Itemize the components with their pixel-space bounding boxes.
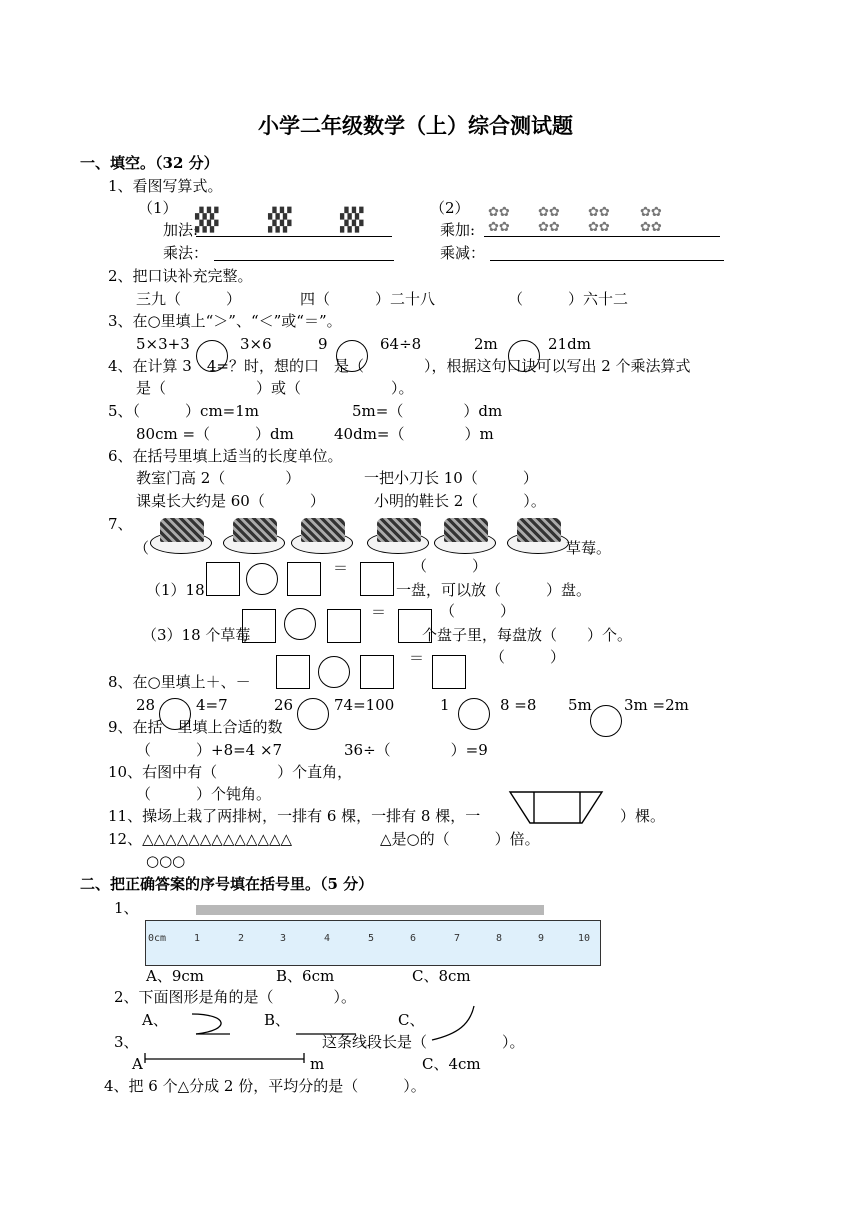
s2q2-a: A、 bbox=[142, 1011, 168, 1029]
q7-s3b: 个盘子里，每盘放（ ）个。 bbox=[422, 626, 633, 644]
ruler-tick-label: 5 bbox=[368, 933, 375, 944]
s2q2-text: 2、下面图形是角的是（ ）。 bbox=[114, 988, 357, 1006]
s2q2-c: C、 bbox=[398, 1011, 425, 1029]
q10-b: （ ）个钝角。 bbox=[136, 785, 272, 803]
page-title: 小学二年级数学（上）综合测试题 bbox=[258, 113, 573, 138]
q8-b2: 74=100 bbox=[334, 696, 395, 714]
q2-a: 三九（ ） bbox=[136, 290, 242, 308]
answer-box[interactable] bbox=[432, 655, 466, 689]
q9-text: 9、在括 里填上合适的数 bbox=[108, 718, 283, 736]
q8-a: 28 bbox=[136, 696, 156, 714]
s2q3-b: m bbox=[310, 1055, 325, 1073]
q2-b: 四（ ）二十八 bbox=[300, 290, 436, 308]
q5-a: 5、（ ）cm=1m bbox=[108, 402, 260, 420]
q6-c: 课桌长大约是 60（ ） bbox=[136, 492, 325, 510]
q3-d: 64÷8 bbox=[380, 335, 422, 353]
flower-group-icon: ✿✿ ✿✿ bbox=[488, 205, 510, 235]
q11-text: 11、操场上栽了两排树，一排有 6 棵，一排有 8 棵，一 bbox=[108, 807, 481, 825]
q7-s3: （3）18 个草莓 bbox=[142, 626, 251, 644]
answer-box[interactable] bbox=[360, 562, 394, 596]
flower-group-icon: ✿✿ ✿✿ bbox=[538, 205, 560, 235]
q4-line1: 4、在计算 3 4=？时，想的口 是（ ），根据这句口诀可以写出 2 个乘法算式 bbox=[108, 357, 691, 375]
flower-group-icon: ✿✿ ✿✿ bbox=[588, 205, 610, 235]
ruler bbox=[145, 920, 601, 966]
s2q3-text: 这条线段长是（ ）。 bbox=[322, 1033, 525, 1051]
q10-a: 10、右图中有（ ）个直角， bbox=[108, 763, 353, 781]
s2q1-num: 1、 bbox=[114, 899, 139, 917]
measured-bar bbox=[196, 905, 544, 915]
operator-circle[interactable] bbox=[246, 563, 278, 595]
q6-a: 教室门高 2（ ） bbox=[136, 469, 301, 487]
q5-d: 40dm=（ ）m bbox=[334, 425, 494, 443]
q1-part2: （2） bbox=[430, 199, 470, 217]
q9-b: 36÷（ ）=9 bbox=[344, 741, 488, 759]
ruler-start-label: 0cm bbox=[148, 933, 167, 944]
ruler-tick-label: 7 bbox=[454, 933, 461, 944]
s2q1-a: A、9cm bbox=[146, 967, 205, 985]
q9-a: （ ）+8=4 ×7 bbox=[136, 741, 283, 759]
q8-d: 5m bbox=[568, 696, 592, 714]
answer-line[interactable] bbox=[484, 236, 720, 237]
equals-sign: ＝ bbox=[333, 559, 349, 577]
unit-paren: （ ） bbox=[440, 602, 516, 620]
q7-end: 草莓。 bbox=[566, 539, 612, 557]
section2-heading: 二、把正确答案的序号填在括号里。（5 分） bbox=[80, 875, 374, 893]
q1-muladd-label: 乘加: bbox=[440, 221, 476, 239]
q12-circles: ○○○ bbox=[146, 852, 186, 870]
equals-sign: ＝ bbox=[409, 649, 425, 667]
q7-num: 7、 bbox=[108, 515, 133, 533]
q3-e: 2m bbox=[474, 335, 498, 353]
q7-s1b: 一盘，可以放（ ）盘。 bbox=[396, 581, 592, 599]
q8-c: 1 bbox=[440, 696, 450, 714]
cow-group-icon: ▞▞▞ ▞▞▞ bbox=[195, 207, 218, 233]
operator-circle[interactable] bbox=[318, 656, 350, 688]
s2q3-c: C、4cm bbox=[422, 1055, 481, 1073]
operator-circle[interactable] bbox=[458, 698, 490, 730]
operator-circle[interactable] bbox=[297, 698, 329, 730]
ruler-tick-label: 4 bbox=[324, 933, 331, 944]
flower-group-icon: ✿✿ ✿✿ bbox=[640, 205, 662, 235]
q1-add-label: 加法: bbox=[163, 221, 199, 239]
answer-line[interactable] bbox=[214, 260, 394, 261]
ruler-tick-label: 3 bbox=[280, 933, 287, 944]
ruler-tick-label: 2 bbox=[238, 933, 245, 944]
q3-f: 21dm bbox=[548, 335, 591, 353]
q2-c: （ ）六十二 bbox=[508, 290, 629, 308]
answer-line[interactable] bbox=[196, 236, 392, 237]
q2-text: 2、把口诀补充完整。 bbox=[108, 267, 253, 285]
ruler-tick-label: 8 bbox=[496, 933, 503, 944]
s2q3-a: A bbox=[132, 1055, 143, 1073]
answer-box[interactable] bbox=[287, 562, 321, 596]
trapezoid-figure bbox=[506, 790, 606, 826]
s2q1-b: B、6cm bbox=[276, 967, 335, 985]
q3-a: 5×3+3 bbox=[136, 335, 190, 353]
ruler-tick-label: 9 bbox=[538, 933, 545, 944]
cow-group-icon: ▞▞▞ ▞▞▞ bbox=[268, 207, 291, 233]
q1-part1: （1） bbox=[138, 199, 178, 217]
q3-c: 9 bbox=[318, 335, 328, 353]
q6-text: 6、在括号里填上适当的长度单位。 bbox=[108, 447, 343, 465]
q12-b: △是○的（ ）倍。 bbox=[380, 830, 540, 848]
ruler-tick-label: 6 bbox=[410, 933, 417, 944]
s2q2-b: B、 bbox=[264, 1011, 291, 1029]
q8-text: 8、在○里填上＋、－ bbox=[108, 673, 251, 691]
angle-option-a-figure bbox=[188, 1010, 234, 1036]
unit-paren: （ ） bbox=[490, 648, 566, 666]
s2q3-num: 3、 bbox=[114, 1033, 139, 1051]
answer-box[interactable] bbox=[206, 562, 240, 596]
operator-circle[interactable] bbox=[284, 608, 316, 640]
q11-end: ）棵。 bbox=[620, 807, 666, 825]
q5-c: 80cm =（ ）dm bbox=[136, 425, 294, 443]
s2q1-c: C、8cm bbox=[412, 967, 471, 985]
q6-b: 一把小刀长 10（ ） bbox=[364, 469, 538, 487]
q4-line2: 是（ ）或（ ）。 bbox=[136, 379, 414, 397]
answer-box[interactable] bbox=[360, 655, 394, 689]
cow-group-icon: ▞▞▞ ▞▞▞ bbox=[340, 207, 363, 233]
q1-mulsub-label: 乘减： bbox=[440, 244, 486, 262]
q6-d: 小明的鞋长 2（ ）。 bbox=[374, 492, 546, 510]
answer-box[interactable] bbox=[327, 609, 361, 643]
operator-circle[interactable] bbox=[590, 705, 622, 737]
q8-a2: 4=7 bbox=[196, 696, 228, 714]
q5-b: 5m=（ ）dm bbox=[352, 402, 503, 420]
q8-c2: 8 =8 bbox=[500, 696, 537, 714]
s2q4-text: 4、把 6 个△分成 2 份，平均分的是（ ）。 bbox=[104, 1077, 426, 1095]
answer-line[interactable] bbox=[490, 260, 724, 261]
q12-text: 12、△△△△△△△△△△△△△ bbox=[108, 830, 293, 848]
ruler-tick-label: 10 bbox=[578, 933, 591, 944]
section1-heading: 一、填空。（32 分） bbox=[80, 154, 219, 172]
line-segment-figure bbox=[144, 1050, 308, 1064]
ruler-tick-label: 1 bbox=[194, 933, 201, 944]
q7-s1: （1）18 bbox=[146, 581, 205, 599]
q8-b: 26 bbox=[274, 696, 294, 714]
q1-text: 1、看图写算式。 bbox=[108, 177, 223, 195]
q1-mul-label: 乘法： bbox=[163, 244, 209, 262]
unit-paren: （ ） bbox=[412, 557, 488, 575]
q3-text: 3、在○里填上“＞”、“＜”或“＝”。 bbox=[108, 312, 342, 330]
q3-b: 3×6 bbox=[240, 335, 272, 353]
q8-d2: 3m =2m bbox=[624, 696, 689, 714]
answer-box[interactable] bbox=[276, 655, 310, 689]
equals-sign: ＝ bbox=[371, 603, 387, 621]
q7-side: （ bbox=[134, 539, 150, 557]
